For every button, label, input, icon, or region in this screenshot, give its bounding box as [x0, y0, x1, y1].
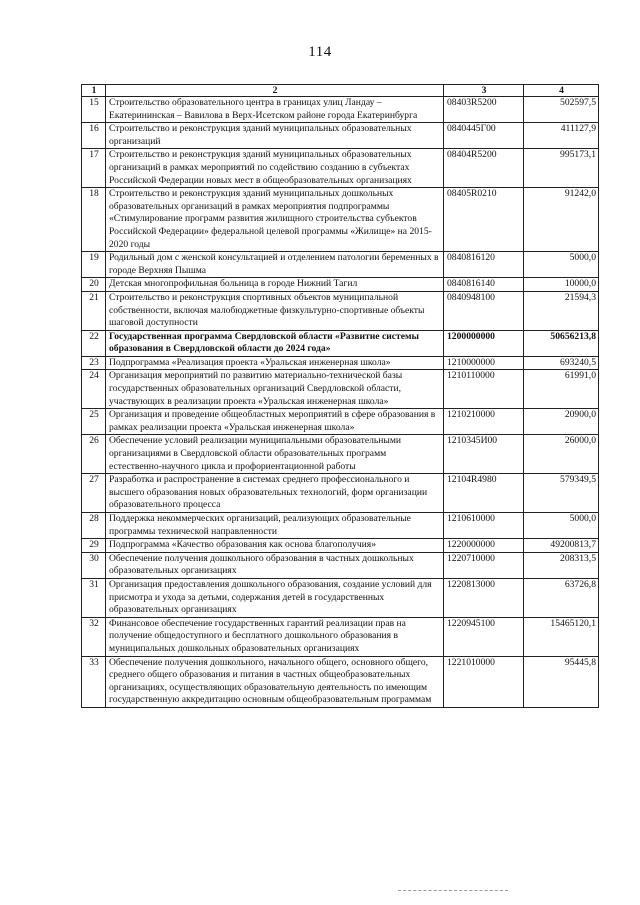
- row-code: 08403R5200: [444, 97, 524, 123]
- row-amount: 208313,5: [524, 552, 599, 578]
- row-number: 19: [82, 252, 106, 278]
- row-amount: 5000,0: [524, 513, 599, 539]
- table-row: [82, 123, 599, 149]
- row-number: 18: [82, 188, 106, 252]
- table-row: [82, 539, 599, 553]
- row-code: 0840816140: [444, 278, 524, 292]
- row-code: 08405R0210: [444, 188, 524, 252]
- row-amount: 15465120,1: [524, 617, 599, 656]
- row-number: 17: [82, 149, 106, 188]
- row-number: 33: [82, 656, 106, 707]
- row-amount: 579349,5: [524, 474, 599, 513]
- table-row: [82, 552, 599, 578]
- row-code: 1210110000: [444, 370, 524, 409]
- table-body: [82, 97, 599, 708]
- row-code: 1210000000: [444, 356, 524, 370]
- table-row: [82, 97, 599, 123]
- table-row: [82, 278, 599, 292]
- row-amount: 502597,5: [524, 97, 599, 123]
- row-code: 1200000000: [444, 330, 524, 356]
- row-amount: 693240,5: [524, 356, 599, 370]
- row-name: Строительство и реконструкция зданий муниципальных дошкольных образовательных организаций в рамках мероприятия подпрограммы «Стимулирование программ развития жилищного строительства субъектов Российской Федерации» федеральной целевой программы «Жилище» на 2015-2020 годы: [106, 188, 444, 252]
- row-name: Организация предоставления дошкольного образования, создание условий для присмотра и ухода за детьми, содержания детей в государственных образовательных организациях: [106, 578, 444, 617]
- table-row: [82, 330, 599, 356]
- row-name: Подпрограмма «Качество образования как основа благополучия»: [106, 539, 444, 553]
- table-row: [82, 513, 599, 539]
- row-amount: 995173,1: [524, 149, 599, 188]
- row-name: Финансовое обеспечение государственных гарантий реализации прав на получение общедоступного и бесплатного дошкольного образования в муниципальных дошкольных образовательных организациях: [106, 617, 444, 656]
- row-code: 0840816120: [444, 252, 524, 278]
- footer-rule: [398, 890, 508, 891]
- row-number: 26: [82, 435, 106, 474]
- table-row: [82, 578, 599, 617]
- table-row: [82, 291, 599, 330]
- row-name: Организация мероприятий по развитию материально-технической базы государственных образовательных организаций Свердловской области, участвующих в реализации проекта «Уральская инженерная школа»: [106, 370, 444, 409]
- row-name: Подпрограмма «Реализация проекта «Уральская инженерная школа»: [106, 356, 444, 370]
- column-header-name: 2: [106, 85, 444, 97]
- table-header-row: [82, 85, 599, 97]
- table-row: [82, 656, 599, 707]
- table-row: [82, 370, 599, 409]
- row-amount: 10000,0: [524, 278, 599, 292]
- row-code: 1220710000: [444, 552, 524, 578]
- row-amount: 21594,3: [524, 291, 599, 330]
- row-number: 27: [82, 474, 106, 513]
- row-amount: 5000,0: [524, 252, 599, 278]
- row-number: 29: [82, 539, 106, 553]
- row-name: Организация и проведение общеобластных мероприятий в сфере образования в рамках реализации проекта «Уральская инженерная школа»: [106, 409, 444, 435]
- row-code: 08404R5200: [444, 149, 524, 188]
- row-amount: 50656213,8: [524, 330, 599, 356]
- row-amount: 63726,8: [524, 578, 599, 617]
- row-name: Строительство и реконструкция зданий муниципальных образовательных организаций: [106, 123, 444, 149]
- row-name: Обеспечение получения дошкольного образования в частных дошкольных образовательных организациях: [106, 552, 444, 578]
- table-row: [82, 356, 599, 370]
- row-number: 20: [82, 278, 106, 292]
- table-row: [82, 435, 599, 474]
- row-code: 1210345И00: [444, 435, 524, 474]
- row-code: 1220813000: [444, 578, 524, 617]
- row-name: Поддержка некоммерческих организаций, реализующих образовательные программы технической направленности: [106, 513, 444, 539]
- row-code: 0840445Г00: [444, 123, 524, 149]
- row-name: Родильный дом с женской консультацией и отделением патологии беременных в городе Верхняя Пышма: [106, 252, 444, 278]
- row-number: 28: [82, 513, 106, 539]
- table-row: [82, 617, 599, 656]
- row-code: 1210610000: [444, 513, 524, 539]
- row-name: Государственная программа Свердловской области «Развитие системы образования в Свердловской области до 2024 года»: [106, 330, 444, 356]
- row-code: 12104R4980: [444, 474, 524, 513]
- row-number: 30: [82, 552, 106, 578]
- row-amount: 95445,8: [524, 656, 599, 707]
- column-header-number: 1: [82, 85, 106, 97]
- row-number: 25: [82, 409, 106, 435]
- row-code: 1220945100: [444, 617, 524, 656]
- row-amount: 26000,0: [524, 435, 599, 474]
- row-amount: 49200813,7: [524, 539, 599, 553]
- row-number: 15: [82, 97, 106, 123]
- page-number: 114: [308, 44, 332, 60]
- row-code: 1220000000: [444, 539, 524, 553]
- row-code: 0840948100: [444, 291, 524, 330]
- row-name: Обеспечение условий реализации муниципальными образовательными организациями в Свердловской области образовательных программ естественно-научного цикла и профориентационной работы: [106, 435, 444, 474]
- row-number: 32: [82, 617, 106, 656]
- table-row: [82, 474, 599, 513]
- row-name: Строительство образовательного центра в границах улиц Ландау – Екатерининская – Вавилова в Верх-Исетском районе города Екатеринбурга: [106, 97, 444, 123]
- table-row: [82, 149, 599, 188]
- table-row: [82, 188, 599, 252]
- row-name: Разработка и распространение в системах среднего профессионального и высшего образования новых образовательных технологий, форм организации образовательного процесса: [106, 474, 444, 513]
- row-number: 31: [82, 578, 106, 617]
- row-number: 24: [82, 370, 106, 409]
- row-number: 23: [82, 356, 106, 370]
- row-name: Строительство и реконструкция спортивных объектов муниципальной собственности, включая малобюджетные физкультурно-спортивные объекты шаговой доступности: [106, 291, 444, 330]
- column-header-amount: 4: [524, 85, 599, 97]
- row-code: 1221010000: [444, 656, 524, 707]
- row-number: 22: [82, 330, 106, 356]
- row-amount: 411127,9: [524, 123, 599, 149]
- row-number: 21: [82, 291, 106, 330]
- table-row: [82, 409, 599, 435]
- table-row: [82, 252, 599, 278]
- row-amount: 91242,0: [524, 188, 599, 252]
- column-header-code: 3: [444, 85, 524, 97]
- budget-table: [81, 84, 599, 708]
- row-amount: 20900,0: [524, 409, 599, 435]
- row-amount: 61991,0: [524, 370, 599, 409]
- row-name: Обеспечение получения дошкольного, начального общего, основного общего, среднего общего образования и питания в частных общеобразовательных организациях, осуществляющих образовательную деятельность по имеющим государственную аккредитацию основным общеобразовательным программам: [106, 656, 444, 707]
- row-code: 1210210000: [444, 409, 524, 435]
- row-name: Строительство и реконструкция зданий муниципальных образовательных организаций в рамках мероприятий по содействию созданию в субъектах Российской Федерации новых мест в общеобразовательных организациях: [106, 149, 444, 188]
- row-name: Детская многопрофильная больница в городе Нижний Тагил: [106, 278, 444, 292]
- row-number: 16: [82, 123, 106, 149]
